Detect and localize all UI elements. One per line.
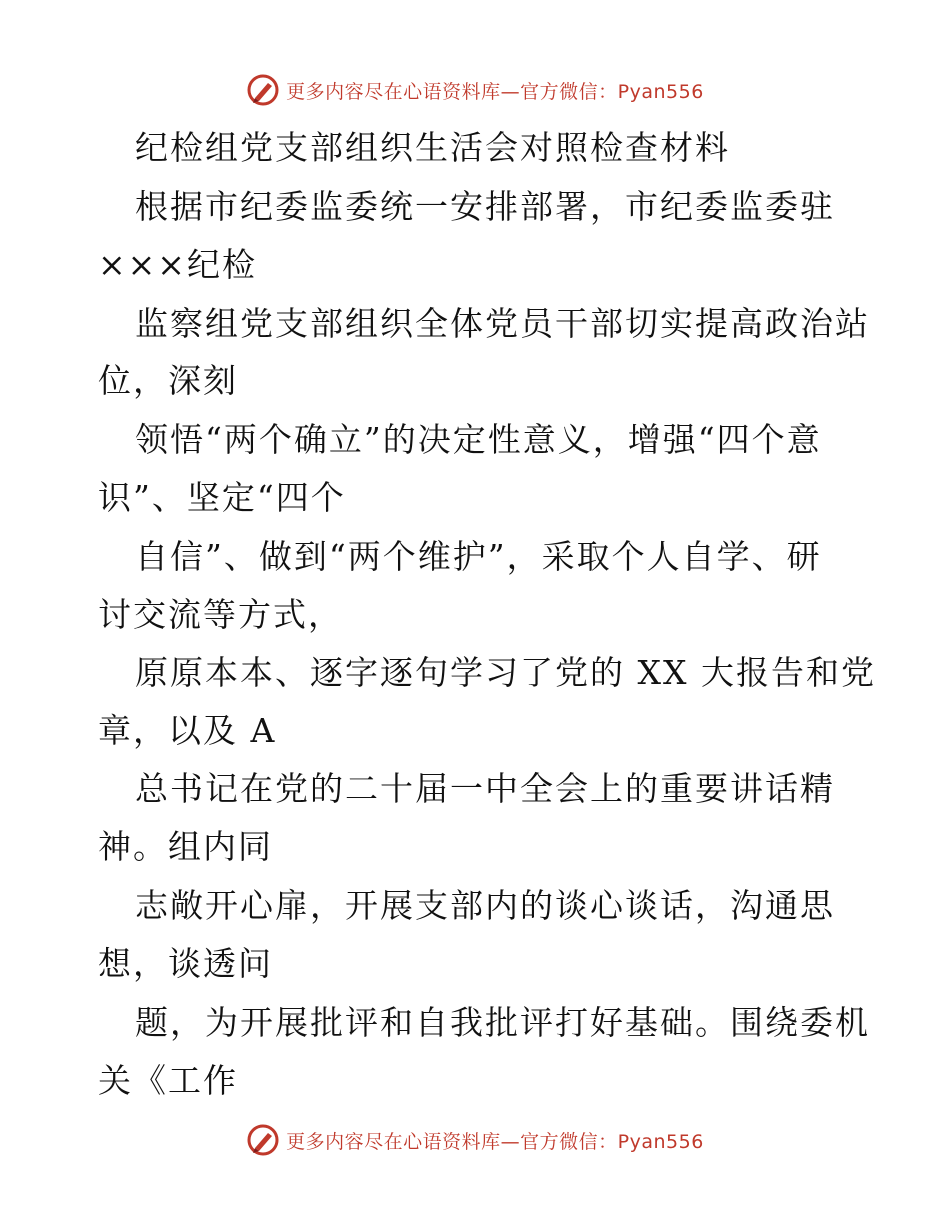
- watermark-text: 更多内容尽在心语资料库—官方微信：Pyan556: [286, 1130, 704, 1153]
- text-line: 识”、坚定“四个: [98, 478, 346, 517]
- text-line: 领悟“两个确立”的决定性意义，增强“四个意: [135, 420, 822, 459]
- text-line: ×××纪检: [98, 245, 257, 284]
- watermark-text: 更多内容尽在心语资料库—官方微信：Pyan556: [286, 80, 704, 103]
- text-line: 题，为开展批评和自我批评打好基础。围绕委机: [135, 1003, 870, 1042]
- text-line: 想，谈透问: [98, 944, 273, 983]
- text-line: 监察组党支部组织全体党员干部切实提高政治站: [135, 304, 870, 343]
- text-line: 原原本本、逐字逐句学习了党的 XX 大报告和党: [135, 653, 876, 692]
- text-line: 根据市纪委监委统一安排部署，市纪委监委驻: [135, 187, 835, 226]
- text-line: 自信”、做到“两个维护”，采取个人自学、研: [135, 537, 822, 576]
- footer-watermark: [0, 1120, 950, 1160]
- text-line: 神。组内同: [98, 827, 273, 866]
- text-line: 讨交流等方式，: [98, 595, 343, 634]
- text-line: 关《工作: [98, 1061, 238, 1100]
- text-line: 志敞开心扉，开展支部内的谈心谈话，沟通思: [135, 886, 835, 925]
- document-title: 纪检组党支部组织生活会对照检查材料: [135, 128, 730, 167]
- text-line: 总书记在党的二十届一中全会上的重要讲话精: [135, 769, 835, 808]
- text-line: 位，深刻: [98, 361, 238, 400]
- text-line: 章，以及 A: [98, 711, 277, 750]
- pen-logo-icon: [246, 1123, 280, 1157]
